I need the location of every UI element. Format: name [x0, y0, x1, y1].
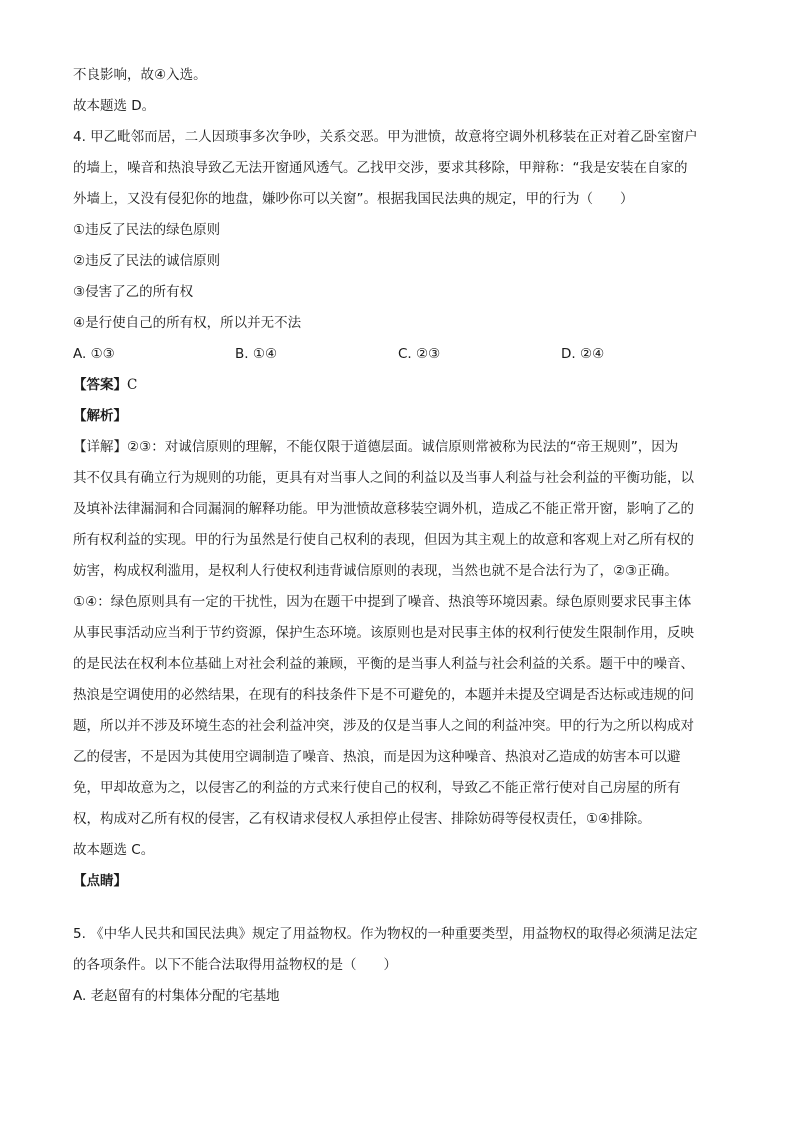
- statement-item: ④是行使自己的所有权，所以并无不法: [73, 315, 302, 331]
- detail-line: 及填补法律漏洞和合同漏洞的解释功能。甲为泄愤故意移装空调外机，造成乙不能正常开窗，影响了乙的: [73, 501, 694, 517]
- detail-line: ①④：绿色原则具有一定的干扰性，因为在题干中提到了噪音、热浪等环境因素。绿色原则要求民事主体: [73, 594, 692, 610]
- question-stem-line: 外墙上，又没有侵犯你的地盘，嫌吵你可以关窗”。根据我国民法典的规定，甲的行为（ ）: [73, 191, 634, 207]
- answer-label: 【答案】: [73, 377, 127, 393]
- document-page: [73, 60, 723, 1012]
- point-label: 【点睛】: [73, 873, 127, 889]
- detail-line: 【详解】②③：对诚信原则的理解，不能仅限于道德层面。诚信原则常被称为民法的“帝王规则”，因为: [73, 439, 679, 455]
- question-5: [73, 919, 723, 1012]
- detail-line: 妨害，构成权利滥用，是权利人行使权利违背诚信原则的表现，当然也就不是合法行为了，②③正确。: [73, 563, 678, 579]
- statement-item: ③侵害了乙的所有权: [73, 284, 194, 300]
- question-4: [73, 122, 723, 897]
- option-a: A. ①③: [73, 346, 115, 362]
- text-line: 故本题选 D。: [73, 98, 156, 114]
- detail-line: 题，所以并不涉及环境生态的社会利益冲突，涉及的仅是当事人之间的利益冲突。甲的行为之所以构成对: [73, 718, 694, 734]
- detail-line: 其不仅具有确立行为规则的功能，更具有对当事人之间的利益以及当事人利益与社会利益的平衡功能，以: [73, 470, 694, 486]
- answer-line: [73, 370, 723, 401]
- answer-value: C: [127, 377, 138, 393]
- answer-options: [73, 339, 723, 370]
- option-b: B. ①④: [235, 346, 278, 362]
- option-c: C. ②③: [398, 346, 441, 362]
- question-stem-line: 的各项条件。以下不能合法取得用益物权的是（ ）: [73, 957, 397, 973]
- detail-line: 所有权利益的实现。甲的行为虽然是行使自己权利的表现，但因为其主观上的故意和客观上对乙所有权的: [73, 532, 694, 548]
- detail-line: 从事民事活动应当利于节约资源，保护生态环境。该原则也是对民事主体的权利行使发生限制作用，反映: [73, 625, 694, 641]
- statement-item: ①违反了民法的绿色原则: [73, 222, 221, 238]
- question-stem-line: 5. 《中华人民共和国民法典》规定了用益物权。作为物权的一种重要类型，用益物权的取得必须满足法定: [73, 926, 698, 942]
- spacer: [73, 897, 723, 919]
- text-line: 不良影响，故④入选。: [73, 67, 207, 83]
- detail-line: 免，甲却故意为之，以侵害乙的利益的方式来行使自己的权利，导致乙不能正常行使对自己房屋的所有: [73, 780, 681, 796]
- option-a: A. 老赵留有的村集体分配的宅基地: [73, 988, 280, 1004]
- detail-line: 的是民法在权利本位基础上对社会利益的兼顾，平衡的是当事人利益与社会利益的关系。题干中的噪音、: [73, 656, 694, 672]
- detail-line: 乙的侵害，不是因为其使用空调制造了噪音、热浪，而是因为这种噪音、热浪对乙造成的妨害本可以避: [73, 749, 681, 765]
- option-d: D. ②④: [561, 346, 605, 362]
- question-stem-line: 4. 甲乙毗邻而居，二人因琐事多次争吵，关系交恶。甲为泄愤，故意将空调外机移装在正对着乙卧室窗户: [73, 129, 698, 145]
- detail-line: 热浪是空调使用的必然结果，在现有的科技条件下是不可避免的，本题并未提及空调是否达标或违规的问: [73, 687, 694, 703]
- analysis-label: 【解析】: [73, 408, 127, 424]
- question-stem-line: 的墙上，噪音和热浪导致乙无法开窗通风透气。乙找甲交涉，要求其移除，甲辩称：“我是安装在自家的: [73, 160, 688, 176]
- detail-line: 权，构成对乙所有权的侵害，乙有权请求侵权人承担停止侵害、排除妨碍等侵权责任，①④排除。: [73, 811, 651, 827]
- conclusion-line: 故本题选 C。: [73, 842, 155, 858]
- statement-item: ②违反了民法的诚信原则: [73, 253, 221, 269]
